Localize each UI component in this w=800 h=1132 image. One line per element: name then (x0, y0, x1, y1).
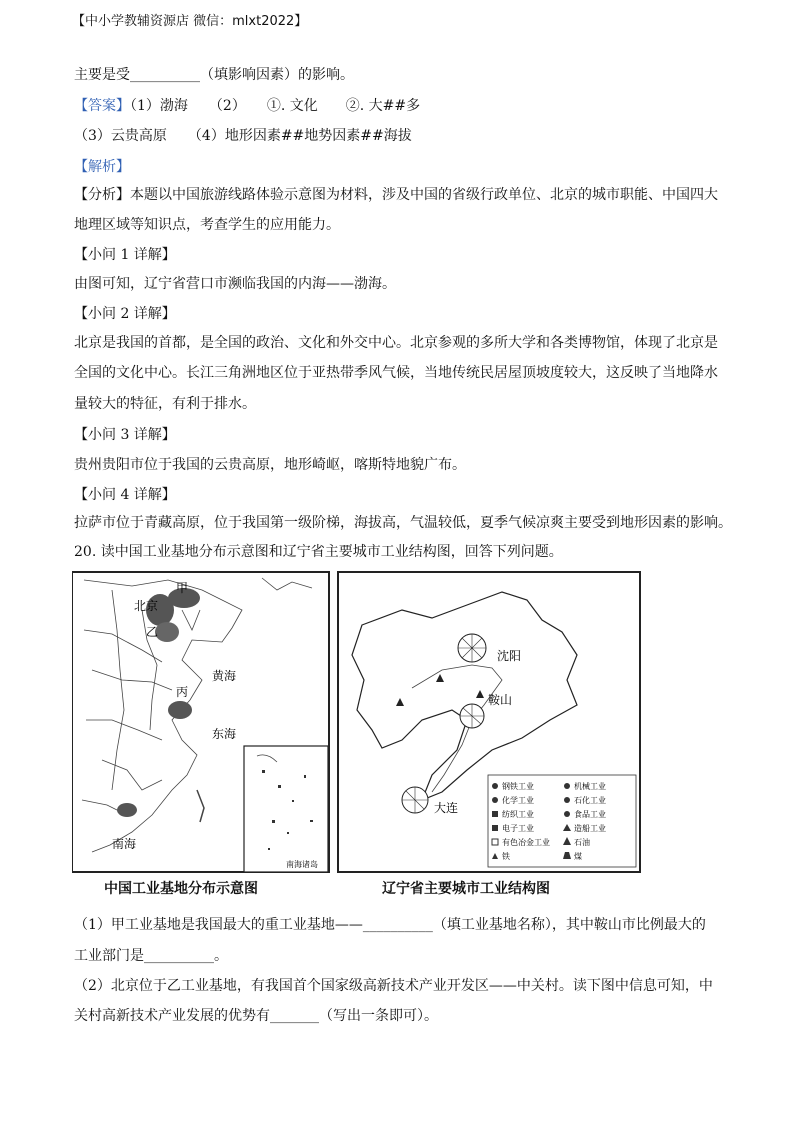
legend-item: 食品工业 (574, 810, 606, 819)
rail-line (412, 665, 502, 792)
legend-item: 石化工业 (574, 796, 606, 805)
text-line: 贵州贵阳市位于我国的云贵高原，地形崎岖，喀斯特地貌广布。 (74, 457, 466, 473)
label-donghai: 东海 (212, 727, 237, 741)
subq-heading: 【小问 1 详解】 (74, 247, 176, 263)
text-line: 北京是我国的首都，是全国的政治、文化和外交中心。北京参观的多所大学和各类博物馆，体现了北京是 (74, 335, 718, 351)
answer-text: （1）渤海 （2） ①. 文化 ②. 大##多 (130, 98, 421, 114)
subq-heading: 【小问 3 详解】 (74, 427, 176, 443)
legend-item: 铁 (502, 852, 510, 861)
legend-item: 纺织工业 (502, 810, 534, 819)
legend-item: 化学工业 (502, 796, 534, 805)
question-2: （2）北京位于乙工业基地，有我国首个国家级高新技术产业开发区——中关村。读下图中信息可知，中 (74, 978, 713, 994)
label-jia: 甲 (176, 581, 189, 595)
liaoning-outline (352, 592, 577, 800)
text-line: 量较大的特征，有利于排水。 (74, 396, 256, 412)
question-2-cont: 关村高新技术产业发展的优势有_______（写出一条即可）。 (74, 1008, 438, 1024)
text-line: 地理区域等知识点，考查学生的应用能力。 (74, 217, 340, 233)
label-shenyang: 沈阳 (497, 649, 522, 663)
base-south (117, 803, 137, 817)
subq-heading: 【小问 4 详解】 (74, 487, 176, 503)
text-line: （3）云贵高原 （4）地形因素##地势因素##海拔 (74, 128, 412, 144)
legend-item: 石油 (574, 838, 590, 847)
base-yi (155, 622, 179, 642)
base-bing (168, 701, 192, 719)
subq-heading: 【小问 2 详解】 (74, 306, 176, 322)
question-1: （1）甲工业基地是我国最大的重工业基地——__________（填工业基地名称），其中鞍山市比例最大的 (74, 917, 706, 933)
text-line: 全国的文化中心。长江三角洲地区位于亚热带季风气候，当地传统民居屋顶坡度较大，这反映了当地降水 (74, 365, 718, 381)
legend-item: 机械工业 (574, 782, 606, 791)
text-line: 拉萨市位于青藏高原，位于我国第一级阶梯，海拔高，气温较低，夏季气候凉爽主要受到地形因素的影响。 (74, 515, 732, 531)
page-header: 【中小学教辅资源店 微信：mlxt2022】 (72, 14, 308, 29)
label-nanhai: 南海 (112, 837, 137, 851)
legend-item: 煤 (574, 852, 582, 861)
china-map-caption: 中国工业基地分布示意图 (104, 881, 258, 897)
text-line: 主要是受__________（填影响因素）的影响。 (74, 67, 354, 83)
maps-figure (72, 570, 642, 876)
question-20: 20. 读中国工业基地分布示意图和辽宁省主要城市工业结构图，回答下列问题。 (74, 544, 563, 560)
legend-item: 钢铁工业 (502, 782, 534, 791)
legend-item: 有色冶金工业 (502, 838, 550, 847)
answer-line (74, 95, 420, 115)
text-line: 由图可知，辽宁省营口市濒临我国的内海——渤海。 (74, 276, 396, 292)
label-anshan: 鞍山 (488, 693, 513, 707)
label-huanghai: 黄海 (212, 669, 237, 683)
label-yi: 乙 (146, 625, 159, 639)
south-sea-inset (244, 746, 328, 872)
question-1-cont: 工业部门是__________。 (74, 948, 228, 964)
label-beijing: 北京 (134, 599, 159, 613)
analysis-label: 【解析】 (74, 159, 130, 175)
label-bing: 丙 (176, 685, 189, 699)
legend-item: 造船工业 (574, 824, 606, 833)
liaoning-map-caption: 辽宁省主要城市工业结构图 (382, 881, 550, 897)
legend-item: 电子工业 (502, 824, 534, 833)
label-dalian: 大连 (434, 801, 459, 815)
text-line: 【分析】本题以中国旅游线路体验示意图为材料，涉及中国的省级行政单位、北京的城市职能、中国四大 (74, 187, 718, 203)
answer-label: 【答案】 (74, 98, 130, 114)
label-nanhai-islands: 南海诸岛 (286, 860, 318, 869)
taiwan-island (197, 790, 204, 822)
